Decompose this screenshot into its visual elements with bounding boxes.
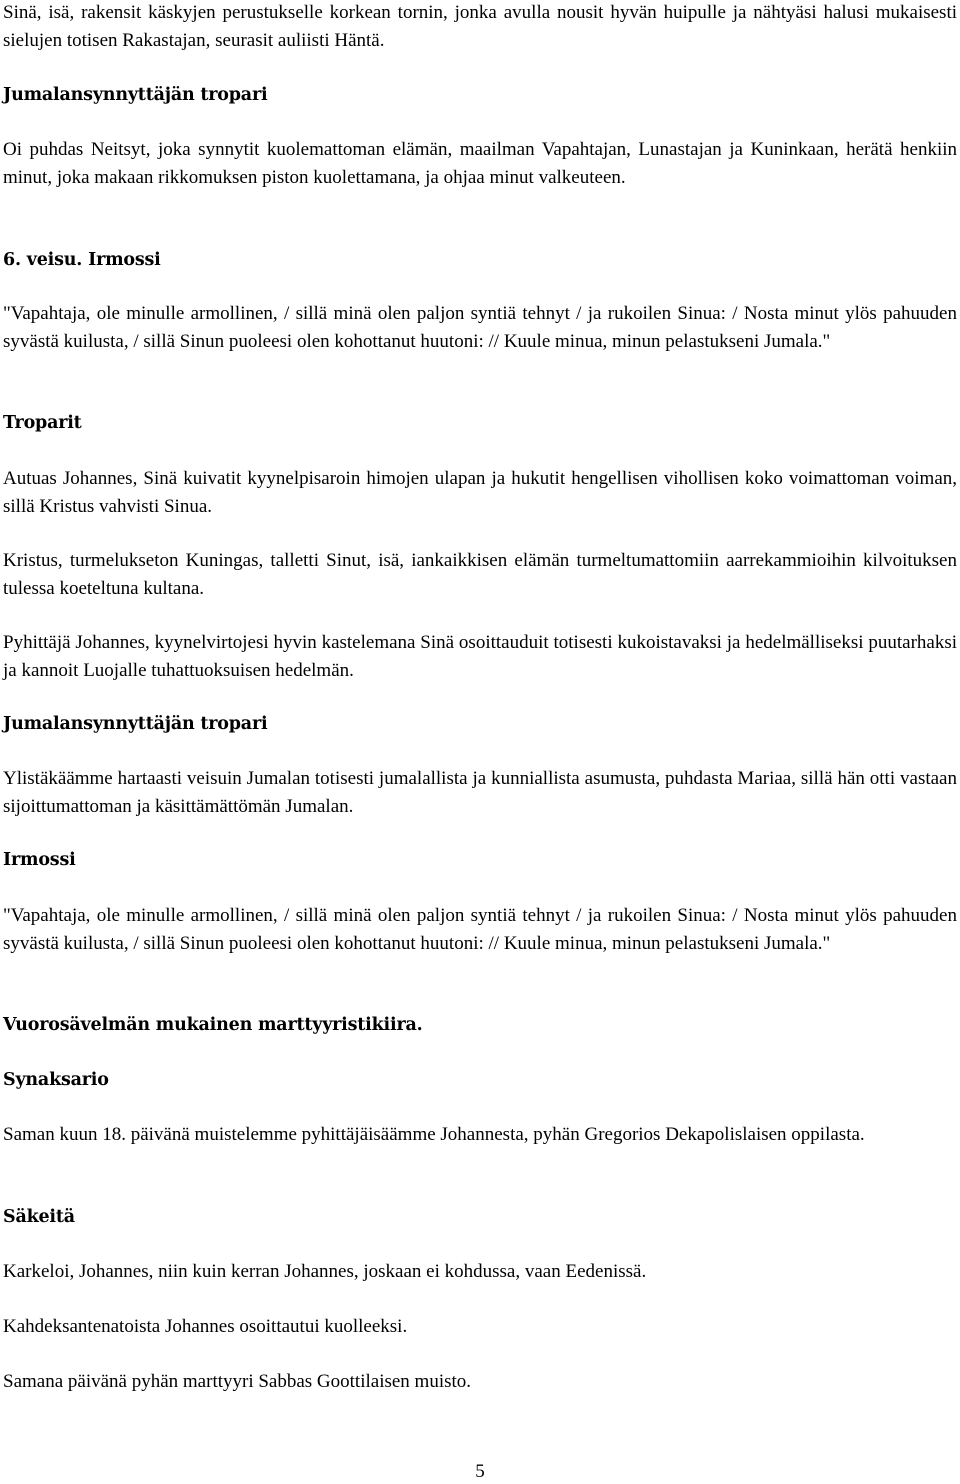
- heading-irmossi: Irmossi: [3, 850, 76, 870]
- heading-synaksario: Synaksario: [3, 1070, 109, 1090]
- heading-jumalansynnyttajan-tropari: Jumalansynnyttäjän tropari: [3, 85, 268, 105]
- heading-troparit: Troparit: [3, 413, 82, 433]
- heading-sakeita: Säkeitä: [3, 1207, 75, 1227]
- heading-ode-6-irmos: [3, 247, 957, 275]
- paragraph-troparion-1: Autuas Johannes, Sinä kuivatit kyynelpisaroin himojen ulapan ja hukutit hengellisen vihollisen koko voimattoman voiman, sillä Kristus vahvisti Sinua.: [3, 468, 957, 517]
- ode-number: 6. veisu.: [3, 250, 89, 270]
- page-number: 5: [475, 1461, 485, 1482]
- paragraph-synaxarion: Saman kuun 18. päivänä muistelemme pyhittäjäisäämme Johannesta, pyhän Gregorios Dekapolislaisen oppilasta.: [3, 1124, 865, 1145]
- heading-jumalansynnyttajan-tropari-2: Jumalansynnyttäjän tropari: [3, 714, 268, 734]
- paragraph-irmos: "Vapahtaja, ole minulle armollinen, / sillä minä olen paljon syntiä tehnyt / ja rukoilen Sinua: / Nosta minut ylös pahuuden syvästä kuilusta, / sillä Sinun puoleesi olen kohottanut huutoni: // Kuule minua, minun pelastukseni Jumala.": [3, 303, 957, 352]
- paragraph-irmos-2: "Vapahtaja, ole minulle armollinen, / sillä minä olen paljon syntiä tehnyt / ja rukoilen Sinua: / Nosta minut ylös pahuuden syvästä kuilusta, / sillä Sinun puoleesi olen kohottanut huutoni: // Kuule minua, minun pelastukseni Jumala.": [3, 905, 957, 954]
- heading-martyrikon: Vuorosävelmän mukainen marttyyristikiira.: [3, 1015, 423, 1035]
- paragraph-opening: Sinä, isä, rakensit käskyjen perustukselle korkean tornin, jonka avulla nousit hyvän huipulle ja nähtyäsi halusi mukaisesti sielujen totisen Rakastajan, seurasit auliisti Häntä.: [3, 2, 957, 51]
- paragraph-verse-2: Kahdeksantenatoista Johannes osoittautui kuolleeksi.: [3, 1316, 408, 1337]
- paragraph-theotokion-2: Ylistäkäämme hartaasti veisuin Jumalan totisesti jumalallista ja kunniallista asumusta, puhdasta Mariaa, sillä hän otti vastaan sijoittumattoman ja käsittämättömän Jumalan.: [3, 768, 957, 817]
- paragraph-troparion-2: Kristus, turmelukseton Kuningas, talletti Sinut, isä, iankaikkisen elämän turmeltumattomiin aarrekammioihin kilvoituksen tulessa koeteltuna kultana.: [3, 550, 957, 599]
- paragraph-commemoration: Samana päivänä pyhän marttyyri Sabbas Goottilaisen muisto.: [3, 1371, 472, 1392]
- irmos-label: Irmossi: [88, 250, 161, 270]
- paragraph-theotokion: Oi puhdas Neitsyt, joka synnytit kuolemattoman elämän, maailman Vapahtajan, Lunastajan ja Kuninkaan, herätä henkiin minut, joka makaan rikkomuksen piston kuolettamana, ja ohjaa minut valkeuteen.: [3, 139, 957, 188]
- paragraph-troparion-3: Pyhittäjä Johannes, kyynelvirtojesi hyvin kastelemana Sinä osoittauduit totisesti kukoistavaksi ja hedelmälliseksi puutarhaksi ja kannoit Luojalle tuhattuoksuisen hedelmän.: [3, 632, 957, 681]
- paragraph-verse-1: Karkeloi, Johannes, niin kuin kerran Johannes, joskaan ei kohdussa, vaan Eedenissä.: [3, 1261, 647, 1282]
